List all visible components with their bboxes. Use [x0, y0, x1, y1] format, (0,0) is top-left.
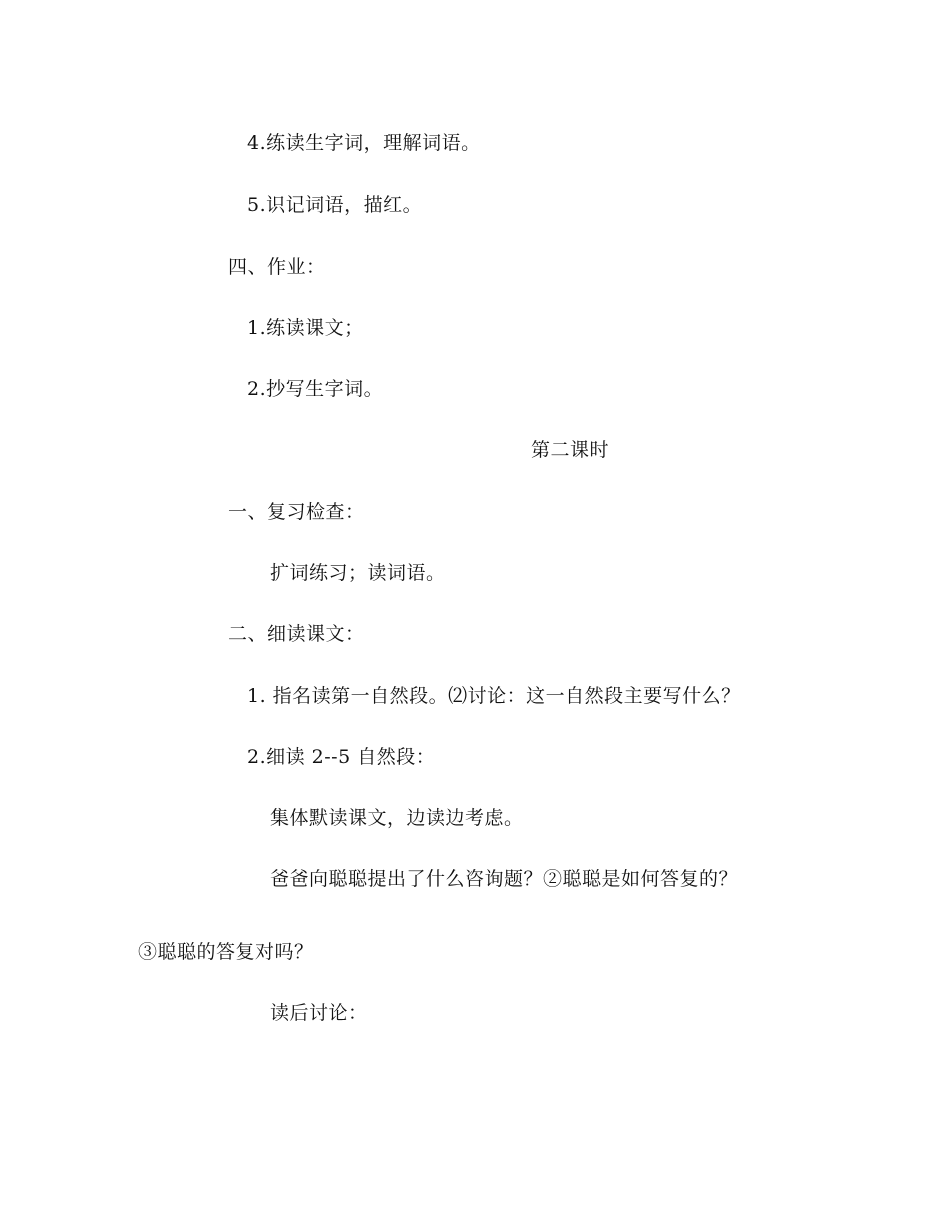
silent-reading-instruction: 集体默读课文，边读边考虑。 — [270, 807, 524, 829]
discussion-questions: 爸爸向聪聪提出了什么咨询题？②聪聪是如何答复的？ — [270, 868, 739, 890]
post-reading-discussion: 读后讨论： — [270, 1002, 368, 1024]
homework-item-1: 1.练读课文； — [247, 317, 364, 339]
step-4-practice-reading: 4.练读生字词，理解词语。 — [247, 132, 481, 154]
step-5-memorize-words: 5.识记词语，描红。 — [247, 194, 423, 216]
discussion-question-3: ③聪聪的答复对吗？ — [138, 941, 314, 963]
section-review-heading: 一、复习检查： — [228, 501, 365, 523]
close-reading-item-2: 2.细读 2--5 自然段： — [247, 746, 436, 768]
section-homework-heading: 四、作业： — [228, 256, 326, 278]
review-content: 扩词练习；读词语。 — [270, 562, 446, 584]
close-reading-item-1: 1. 指名读第一自然段。⑵讨论：这一自然段主要写什么？ — [247, 685, 741, 707]
section-close-reading: 二、细读课文： — [228, 623, 365, 645]
homework-item-2: 2.抄写生字词。 — [247, 378, 384, 400]
lesson-two-title: 第二课时 — [531, 439, 610, 461]
